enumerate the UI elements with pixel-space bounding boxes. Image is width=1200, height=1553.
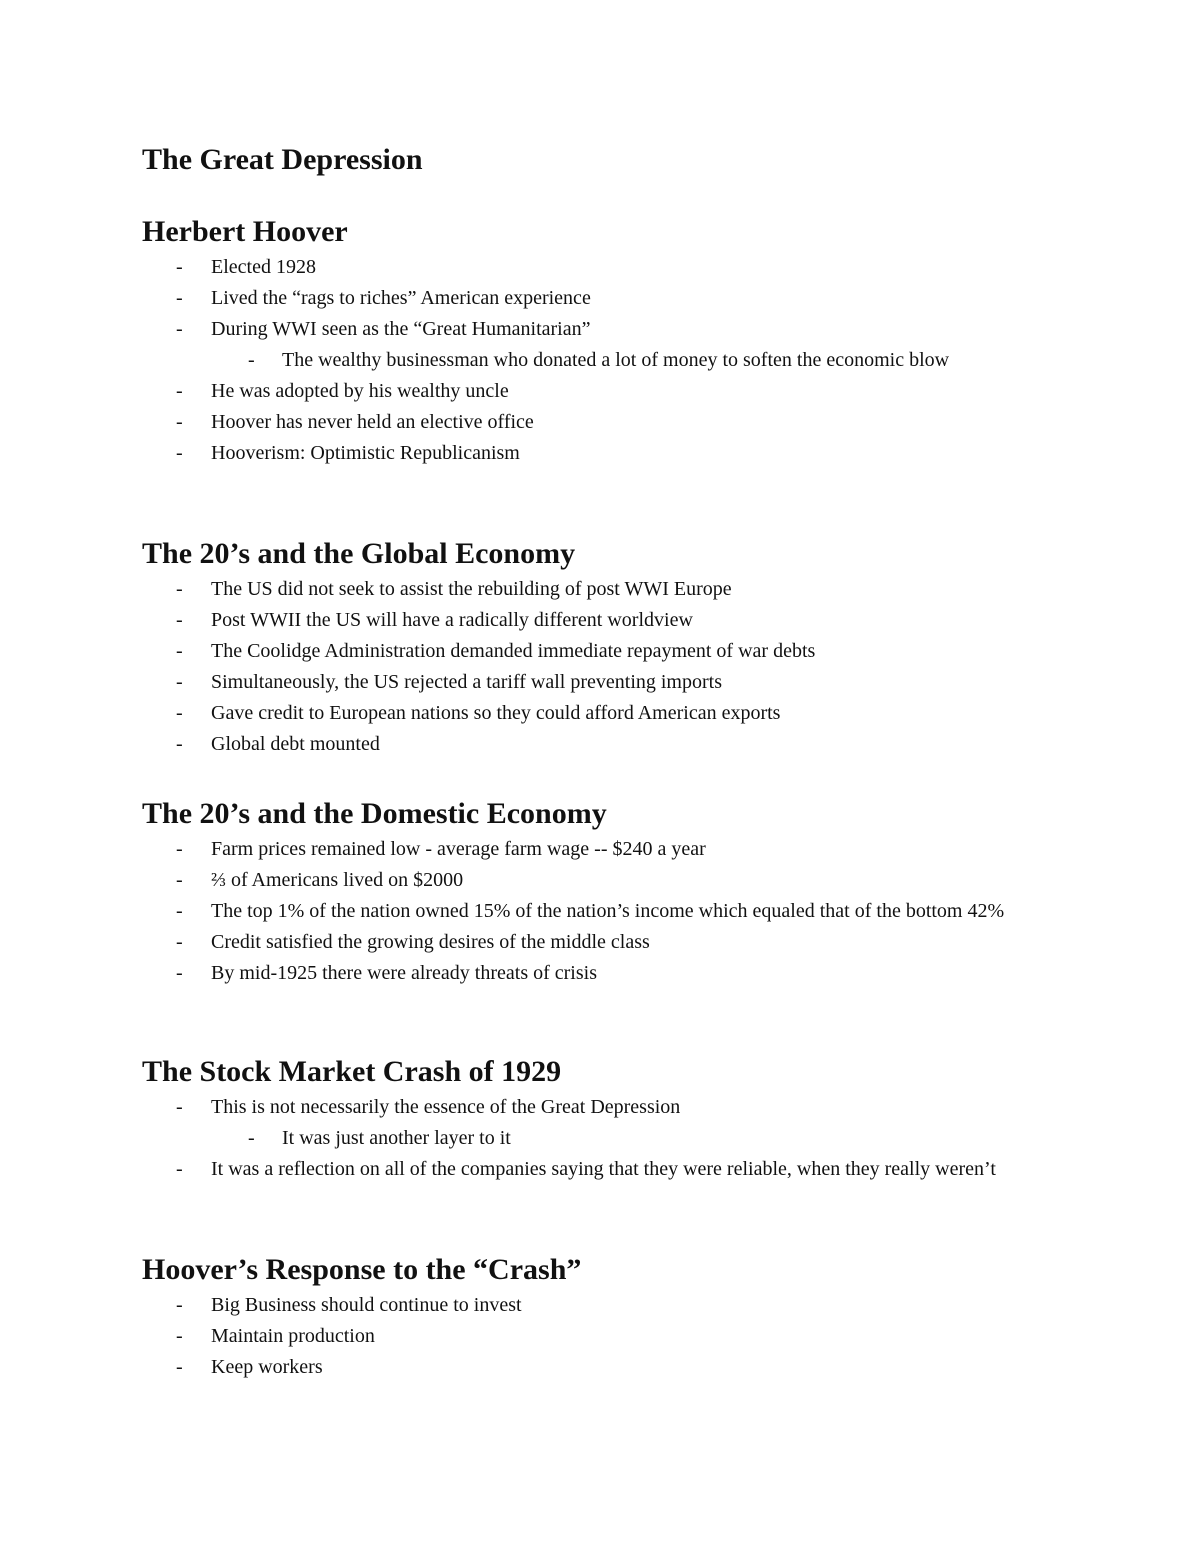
list-item-text: By mid-1925 there were already threats of crisis xyxy=(211,962,597,984)
section-global-economy xyxy=(142,534,1082,760)
bullet-marker: - xyxy=(248,1127,255,1149)
list-item xyxy=(142,252,1082,283)
list-item-text: Credit satisfied the growing desires of the middle class xyxy=(211,931,650,953)
bullet-marker: - xyxy=(176,1158,183,1180)
section-heading: Hoover’s Response to the “Crash” xyxy=(142,1253,582,1286)
section-heading: Herbert Hoover xyxy=(142,215,348,248)
list-item xyxy=(142,896,1082,927)
list-item-text: He was adopted by his wealthy uncle xyxy=(211,380,509,402)
section-stock-market-crash xyxy=(142,1052,1082,1185)
bullet-marker: - xyxy=(176,733,183,755)
bullet-marker: - xyxy=(176,931,183,953)
section-heading: The 20’s and the Domestic Economy xyxy=(142,797,607,830)
bullet-marker: - xyxy=(176,640,183,662)
document-title: The Great Depression xyxy=(142,143,423,176)
list-item xyxy=(142,376,1082,407)
bullet-marker: - xyxy=(176,962,183,984)
bullet-marker: - xyxy=(176,318,183,340)
bullet-marker: - xyxy=(176,411,183,433)
list-item xyxy=(142,958,1082,989)
bullet-marker: - xyxy=(176,838,183,860)
list-item-text: Keep workers xyxy=(211,1356,323,1378)
list-item xyxy=(142,1321,1082,1352)
bullet-marker: - xyxy=(176,1325,183,1347)
bullet-list xyxy=(142,574,1082,760)
list-item xyxy=(142,729,1082,760)
section-heading: The Stock Market Crash of 1929 xyxy=(142,1055,562,1088)
list-item-text: Simultaneously, the US rejected a tariff wall preventing imports xyxy=(211,671,722,693)
section-hoover-response xyxy=(142,1250,1082,1383)
list-item xyxy=(142,574,1082,605)
list-item xyxy=(142,667,1082,698)
list-item xyxy=(142,1092,1082,1123)
list-item-text: ⅔ of Americans lived on $2000 xyxy=(211,869,464,891)
section-heading: The 20’s and the Global Economy xyxy=(142,537,576,570)
list-item-text: Gave credit to European nations so they could afford American exports xyxy=(211,702,781,724)
bullet-marker: - xyxy=(176,1294,183,1316)
list-item-text: Post WWII the US will have a radically different worldview xyxy=(211,609,693,631)
bullet-marker: - xyxy=(176,578,183,600)
sub-list-item xyxy=(142,345,1082,376)
bullet-marker: - xyxy=(176,256,183,278)
list-item-text: Hoover has never held an elective office xyxy=(211,411,534,433)
list-item xyxy=(142,438,1082,469)
list-item xyxy=(142,605,1082,636)
list-item-text: Lived the “rags to riches” American experience xyxy=(211,287,591,309)
bullet-list xyxy=(142,1290,1082,1383)
list-item xyxy=(142,927,1082,958)
bullet-marker: - xyxy=(176,1096,183,1118)
list-item-text: This is not necessarily the essence of the Great Depression xyxy=(211,1096,681,1118)
list-item-text: The US did not seek to assist the rebuilding of post WWI Europe xyxy=(211,578,732,600)
list-item-text: The top 1% of the nation owned 15% of the nation’s income which equaled that of the bottom 42% xyxy=(211,900,1005,922)
bullet-marker: - xyxy=(176,702,183,724)
list-item xyxy=(142,314,1082,345)
bullet-marker: - xyxy=(176,900,183,922)
bullet-marker: - xyxy=(176,380,183,402)
list-item xyxy=(142,407,1082,438)
bullet-list xyxy=(142,834,1082,989)
list-item xyxy=(142,865,1082,896)
bullet-marker: - xyxy=(176,1356,183,1378)
list-item-text: Farm prices remained low - average farm wage -- $240 a year xyxy=(211,838,706,860)
bullet-list xyxy=(142,1092,1082,1185)
list-item-text: Global debt mounted xyxy=(211,733,380,755)
bullet-marker: - xyxy=(176,442,183,464)
list-item xyxy=(142,698,1082,729)
list-item xyxy=(142,834,1082,865)
list-item xyxy=(142,636,1082,667)
bullet-marker: - xyxy=(176,869,183,891)
list-item-text: Maintain production xyxy=(211,1325,375,1347)
section-herbert-hoover xyxy=(142,212,1082,469)
list-item-text: Hooverism: Optimistic Republicanism xyxy=(211,442,520,464)
sub-list-item xyxy=(142,1123,1082,1154)
bullet-marker: - xyxy=(248,349,255,371)
bullet-marker: - xyxy=(176,287,183,309)
list-item-text: During WWI seen as the “Great Humanitarian” xyxy=(211,318,591,340)
list-item-text: Big Business should continue to invest xyxy=(211,1294,522,1316)
list-item-text: The wealthy businessman who donated a lot of money to soften the economic blow xyxy=(282,349,950,371)
list-item xyxy=(142,1352,1082,1383)
bullet-list xyxy=(142,252,1082,469)
list-item xyxy=(142,283,1082,314)
list-item-text: Elected 1928 xyxy=(211,256,316,278)
list-item-text: It was just another layer to it xyxy=(282,1127,511,1149)
list-item-text: It was a reflection on all of the companies saying that they were reliable, when they really weren’t xyxy=(211,1158,996,1180)
bullet-marker: - xyxy=(176,671,183,693)
bullet-marker: - xyxy=(176,609,183,631)
list-item-text: The Coolidge Administration demanded immediate repayment of war debts xyxy=(211,640,816,662)
section-domestic-economy xyxy=(142,794,1082,989)
list-item xyxy=(142,1290,1082,1321)
list-item xyxy=(142,1154,1082,1185)
